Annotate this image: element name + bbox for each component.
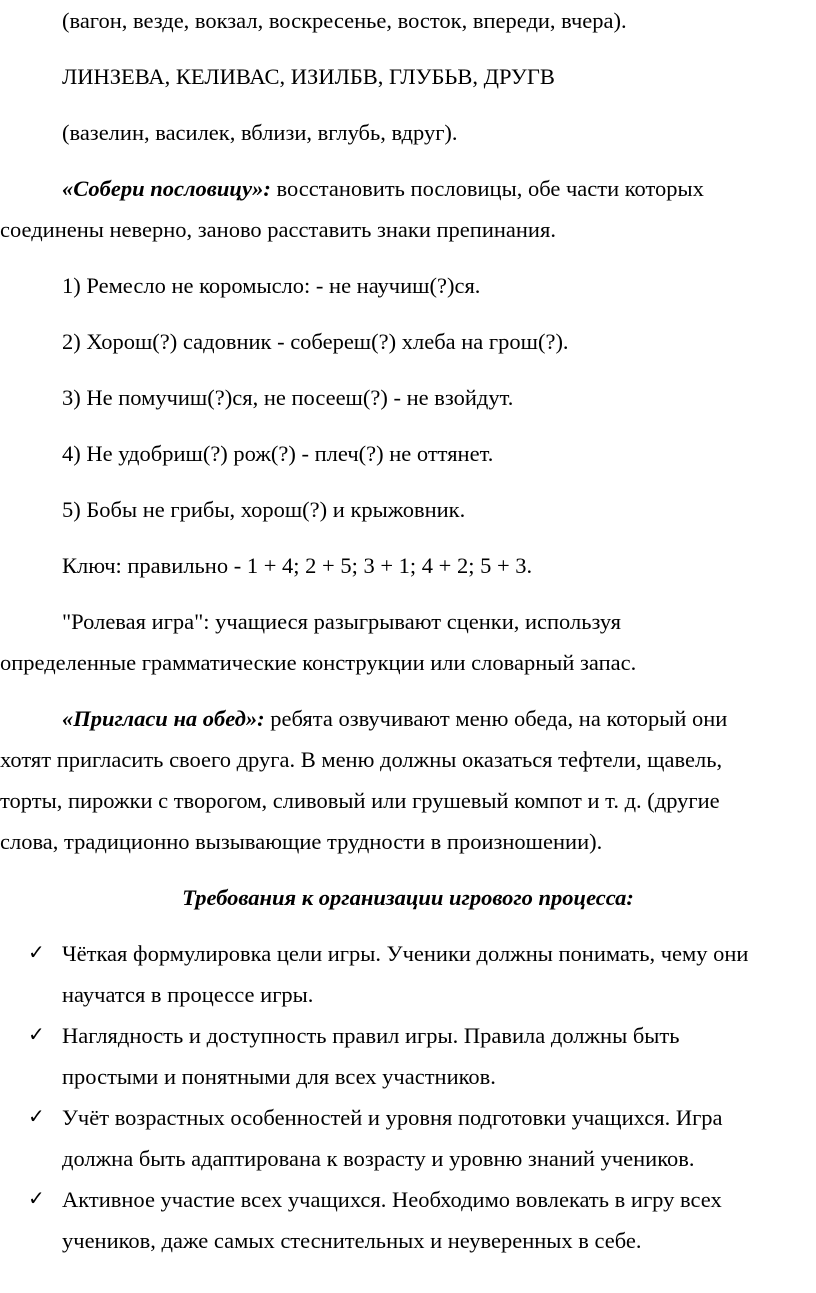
bullet-line: учеников, даже самых стеснительных и неуверенных в себе. (62, 1228, 642, 1253)
check-icon: ✓ (28, 1188, 45, 1210)
check-icon: ✓ (28, 1106, 45, 1128)
word-list: (вагон, везде, вокзал, воскресенье, восток, впереди, вчера). (62, 8, 627, 33)
bullet-line: Учёт возрастных особенностей и уровня подготовки учащихся. Игра (62, 1105, 723, 1130)
bullet-line: Активное участие всех учащихся. Необходимо вовлекать в игру всех (62, 1187, 722, 1212)
proverb-item: 4) Не удобриш(?) рож(?) - плеч(?) не оттянет. (62, 441, 494, 466)
dinner-game-line: хотят пригласить своего друга. В меню должны оказаться тефтели, щавель, (0, 747, 723, 772)
dinner-game-title: «Пригласи на обед»: (62, 706, 265, 731)
proverb-task-text-cont: соединены неверно, заново расставить знаки препинания. (0, 217, 556, 242)
bullet-item (0, 1097, 816, 1179)
role-play (0, 601, 816, 683)
check-icon: ✓ (28, 1024, 45, 1046)
proverb-item: 5) Бобы не грибы, хорош(?) и крыжовник. (62, 497, 466, 522)
bullet-line: Наглядность и доступность правил игры. Правила должны быть (62, 1023, 680, 1048)
proverb-task-title: «Собери пословицу»: (62, 176, 271, 201)
bullet-line: должна быть адаптирована к возрасту и уровню знаний учеников. (62, 1146, 695, 1171)
check-icon: ✓ (28, 942, 45, 964)
dinner-game (0, 698, 816, 862)
answer-key: Ключ: правильно - 1 + 4; 2 + 5; 3 + 1; 4 + 2; 5 + 3. (62, 553, 533, 578)
answer-words: (вазелин, василек, вблизи, вглубь, вдруг). (62, 120, 458, 145)
proverb-item: 1) Ремесло не коромысло: - не научиш(?)ся. (62, 273, 481, 298)
dinner-game-line: слова, традиционно вызывающие трудности в произношении). (0, 829, 603, 854)
section-heading: Требования к организации игрового процесса: (182, 885, 634, 910)
role-play-line: "Ролевая игра": учащиеся разыгрывают сценки, используя (62, 609, 621, 634)
scrambled-words: ЛИНЗЕВА, КЕЛИВАС, ИЗИЛБВ, ГЛУБЬВ, ДРУГВ (62, 64, 555, 89)
dinner-game-text: ребята озвучивают меню обеда, на который они (264, 706, 728, 731)
bullet-item (0, 1179, 816, 1261)
bullet-line: Чёткая формулировка цели игры. Ученики должны понимать, чему они (62, 941, 749, 966)
proverb-task (0, 168, 816, 250)
proverb-task-text: восстановить пословицы, обе части которых (270, 176, 704, 201)
role-play-line: определенные грамматические конструкции или словарный запас. (0, 650, 637, 675)
bullet-line: простыми и понятными для всех участников. (62, 1064, 496, 1089)
proverb-item: 3) Не помучиш(?)ся, не посееш(?) - не взойдут. (62, 385, 514, 410)
bullet-line: научатся в процессе игры. (62, 982, 314, 1007)
bullet-item (0, 933, 816, 1015)
dinner-game-line: торты, пирожки с творогом, сливовый или грушевый компот и т. д. (другие (0, 788, 720, 813)
proverb-item: 2) Хорош(?) садовник - собереш(?) хлеба на грош(?). (62, 329, 569, 354)
bullet-item (0, 1015, 816, 1097)
